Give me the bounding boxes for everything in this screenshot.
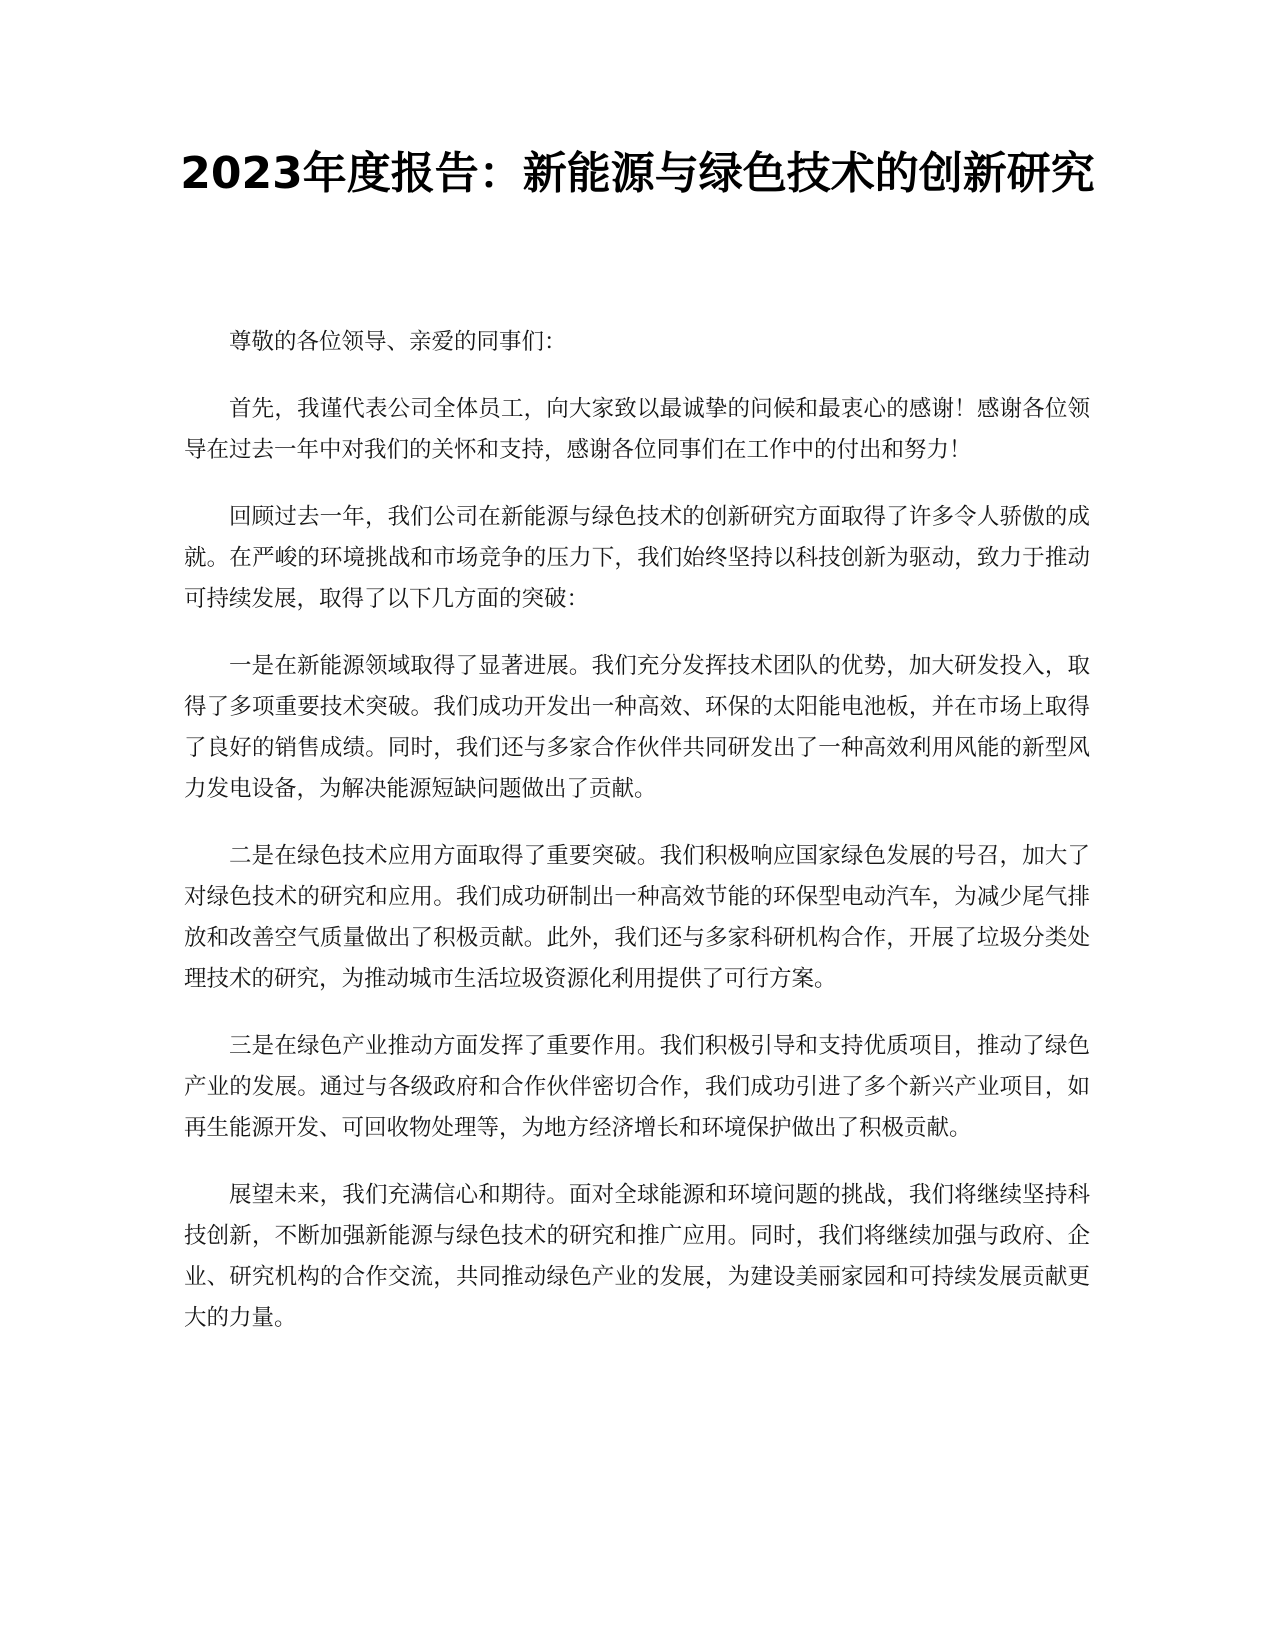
document-body	[184, 322, 1090, 1365]
paragraph-green-tech: 二是在绿色技术应用方面取得了重要突破。我们积极响应国家绿色发展的号召，加大了对绿色技术的研究和应用。我们成功研制出一种高效节能的环保型电动汽车，为减少尾气排放和改善空气质量做出了积极贡献。此外，我们还与多家科研机构合作，开展了垃圾分类处理技术的研究，为推动城市生活垃圾资源化利用提供了可行方案。	[184, 843, 1090, 992]
paragraph-new-energy: 一是在新能源领域取得了显著进展。我们充分发挥技术团队的优势，加大研发投入，取得了多项重要技术突破。我们成功开发出一种高效、环保的太阳能电池板，并在市场上取得了良好的销售成绩。同时，我们还与多家合作伙伴共同研发出了一种高效利用风能的新型风力发电设备，为解决能源短缺问题做出了贡献。	[184, 653, 1090, 802]
paragraph-green-industry: 三是在绿色产业推动方面发挥了重要作用。我们积极引导和支持优质项目，推动了绿色产业的发展。通过与各级政府和合作伙伴密切合作，我们成功引进了多个新兴产业项目，如再生能源开发、可回收物处理等，为地方经济增长和环境保护做出了积极贡献。	[184, 1033, 1090, 1141]
paragraph-outlook: 展望未来，我们充满信心和期待。面对全球能源和环境问题的挑战，我们将继续坚持科技创新，不断加强新能源与绿色技术的研究和推广应用。同时，我们将继续加强与政府、企业、研究机构的合作交流，共同推动绿色产业的发展，为建设美丽家园和可持续发展贡献更大的力量。	[184, 1182, 1090, 1331]
document-title: 2023年度报告：新能源与绿色技术的创新研究	[180, 148, 1095, 199]
paragraph-thanks: 首先，我谨代表公司全体员工，向大家致以最诚挚的问候和最衷心的感谢！感谢各位领导在过去一年中对我们的关怀和支持，感谢各位同事们在工作中的付出和努力！	[184, 396, 1090, 463]
salutation: 尊敬的各位领导、亲爱的同事们：	[229, 329, 567, 355]
paragraph-review: 回顾过去一年，我们公司在新能源与绿色技术的创新研究方面取得了许多令人骄傲的成就。在严峻的环境挑战和市场竞争的压力下，我们始终坚持以科技创新为驱动，致力于推动可持续发展，取得了以下几方面的突破：	[184, 504, 1090, 612]
